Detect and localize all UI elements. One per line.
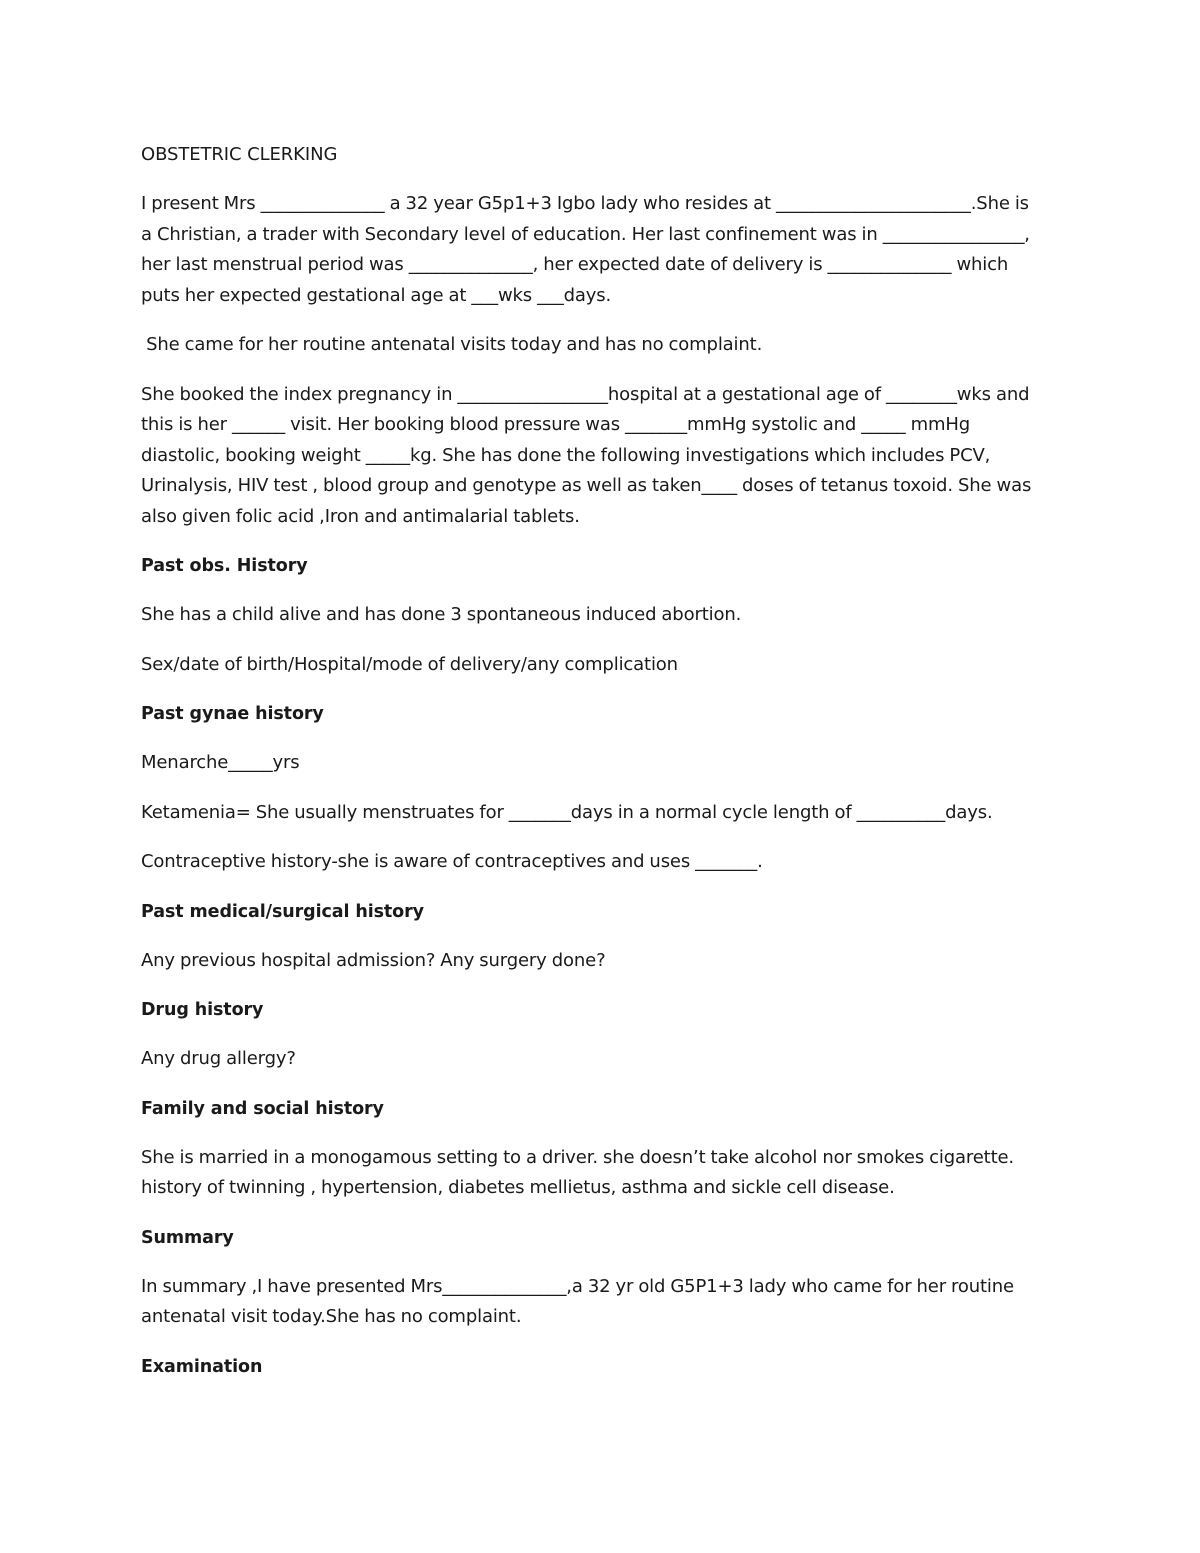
summary-paragraph <box>141 1272 1059 1333</box>
booking-line: diastolic, booking weight _____kg. She has done the following investigations which includes PCV, <box>141 444 991 466</box>
contraceptive-text: Contraceptive history-she is aware of contraceptives and uses _______. <box>141 851 763 872</box>
examination-heading: Examination <box>141 1356 263 1377</box>
drug-history-text: Any drug allergy? <box>141 1048 296 1069</box>
booking-line: this is her ______ visit. Her booking blood pressure was _______mmHg systolic and _____ mmHg <box>141 414 970 435</box>
intro-line: I present Mrs ______________ a 32 year G5p1+3 Igbo lady who resides at ______________________.She is <box>141 193 1029 214</box>
past-obs-text: She has a child alive and has done 3 spontaneous induced abortion. <box>141 604 742 625</box>
menarche-text: Menarche_____yrs <box>141 752 300 773</box>
booking-line: also given folic acid ,Iron and antimalarial tablets. <box>141 505 580 527</box>
summary-line: antenatal visit today.She has no complaint. <box>141 1306 522 1327</box>
family-line: history of twinning , hypertension, diabetes mellietus, asthma and sickle cell disease. <box>141 1177 895 1198</box>
booking-line: Urinalysis, HIV test , blood group and genotype as well as taken____ doses of tetanus toxoid. She was <box>141 475 1032 496</box>
visit-line: She came for her routine antenatal visits today and has no complaint. <box>141 334 763 355</box>
intro-line: puts her expected gestational age at ___wks ___days. <box>141 284 612 306</box>
summary-line: In summary ,I have presented Mrs______________,a 32 yr old G5P1+3 lady who came for her routine <box>141 1275 1014 1297</box>
past-obs-details: Sex/date of birth/Hospital/mode of delivery/any complication <box>141 653 678 675</box>
family-line: She is married in a monogamous setting to a driver. she doesn’t take alcohol nor smokes cigarette. <box>141 1146 1014 1168</box>
document-title: OBSTETRIC CLERKING <box>141 144 338 165</box>
document-page <box>141 140 1059 1401</box>
intro-paragraph <box>141 189 1059 311</box>
family-social-paragraph <box>141 1143 1059 1204</box>
past-gynae-heading: Past gynae history <box>141 704 324 724</box>
family-social-heading: Family and social history <box>141 1098 384 1119</box>
booking-line: She booked the index pregnancy in _________________hospital at a gestational age of ________wks and <box>141 383 1030 405</box>
past-medical-text: Any previous hospital admission? Any surgery done? <box>141 949 606 971</box>
intro-line: a Christian, a trader with Secondary level of education. Her last confinement was in ________________, <box>141 223 1030 245</box>
ketamenia-text: Ketamenia= She usually menstruates for _______days in a normal cycle length of __________days. <box>141 801 993 823</box>
drug-history-heading: Drug history <box>141 1000 264 1020</box>
past-medical-heading: Past medical/surgical history <box>141 901 424 922</box>
past-obs-heading: Past obs. History <box>141 556 308 576</box>
booking-paragraph <box>141 380 1059 533</box>
visit-paragraph <box>141 330 1059 361</box>
intro-line: her last menstrual period was ______________, her expected date of delivery is ______________ which <box>141 254 1009 275</box>
summary-heading: Summary <box>141 1227 234 1248</box>
